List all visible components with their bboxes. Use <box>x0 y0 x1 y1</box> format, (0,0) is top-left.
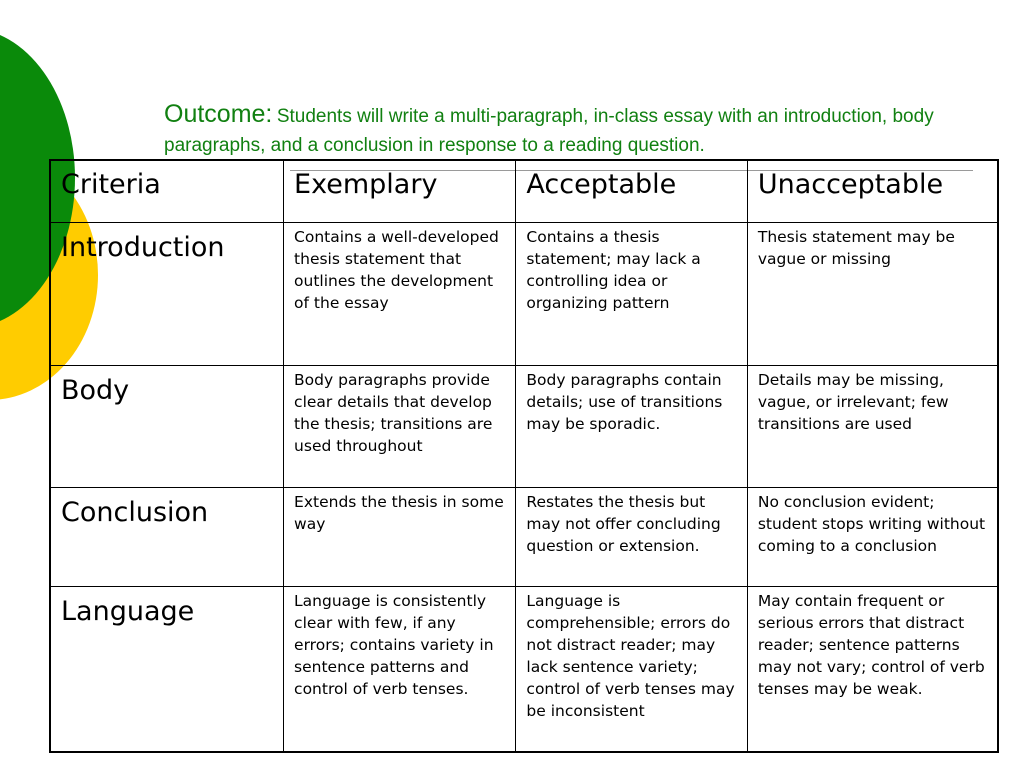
cell-exemplary: Extends the thesis in some way <box>284 487 516 586</box>
cell-unacceptable: No conclusion evident; student stops writing without coming to a conclusion <box>747 487 998 586</box>
criterion-body: Body <box>50 365 284 487</box>
table-row <box>50 586 998 752</box>
table-row <box>50 487 998 586</box>
cell-unacceptable: Thesis statement may be vague or missing <box>747 222 998 365</box>
header-unacceptable: Unacceptable <box>747 160 998 222</box>
cell-exemplary: Contains a well-developed thesis statement that outlines the development of the essay <box>284 222 516 365</box>
criterion-introduction: Introduction <box>50 222 284 365</box>
header-row <box>50 160 998 222</box>
table-row <box>50 222 998 365</box>
criterion-language: Language <box>50 586 284 752</box>
header-exemplary: Exemplary <box>284 160 516 222</box>
cell-unacceptable: Details may be missing, vague, or irrelevant; few transitions are used <box>747 365 998 487</box>
header-acceptable: Acceptable <box>516 160 747 222</box>
rubric-table <box>49 159 999 753</box>
cell-unacceptable: May contain frequent or serious errors that distract reader; sentence patterns may not vary; control of verb tenses may be weak. <box>747 586 998 752</box>
header-criteria: Criteria <box>50 160 284 222</box>
cell-acceptable: Body paragraphs contain details; use of transitions may be sporadic. <box>516 365 747 487</box>
cell-exemplary: Body paragraphs provide clear details that develop the thesis; transitions are used throughout <box>284 365 516 487</box>
table-row <box>50 365 998 487</box>
outcome-text: Students will write a multi-paragraph, in-class essay with an introduction, body paragraphs, and a conclusion in response to a reading question. <box>164 106 934 156</box>
cell-exemplary: Language is consistently clear with few, if any errors; contains variety in sentence patterns and control of verb tenses. <box>284 586 516 752</box>
outcome-label: Outcome: <box>164 100 273 128</box>
cell-acceptable: Language is comprehensible; errors do not distract reader; may lack sentence variety; control of verb tenses may be inconsistent <box>516 586 747 752</box>
slide-title <box>164 100 984 161</box>
criterion-conclusion: Conclusion <box>50 487 284 586</box>
cell-acceptable: Restates the thesis but may not offer concluding question or extension. <box>516 487 747 586</box>
cell-acceptable: Contains a thesis statement; may lack a controlling idea or organizing pattern <box>516 222 747 365</box>
